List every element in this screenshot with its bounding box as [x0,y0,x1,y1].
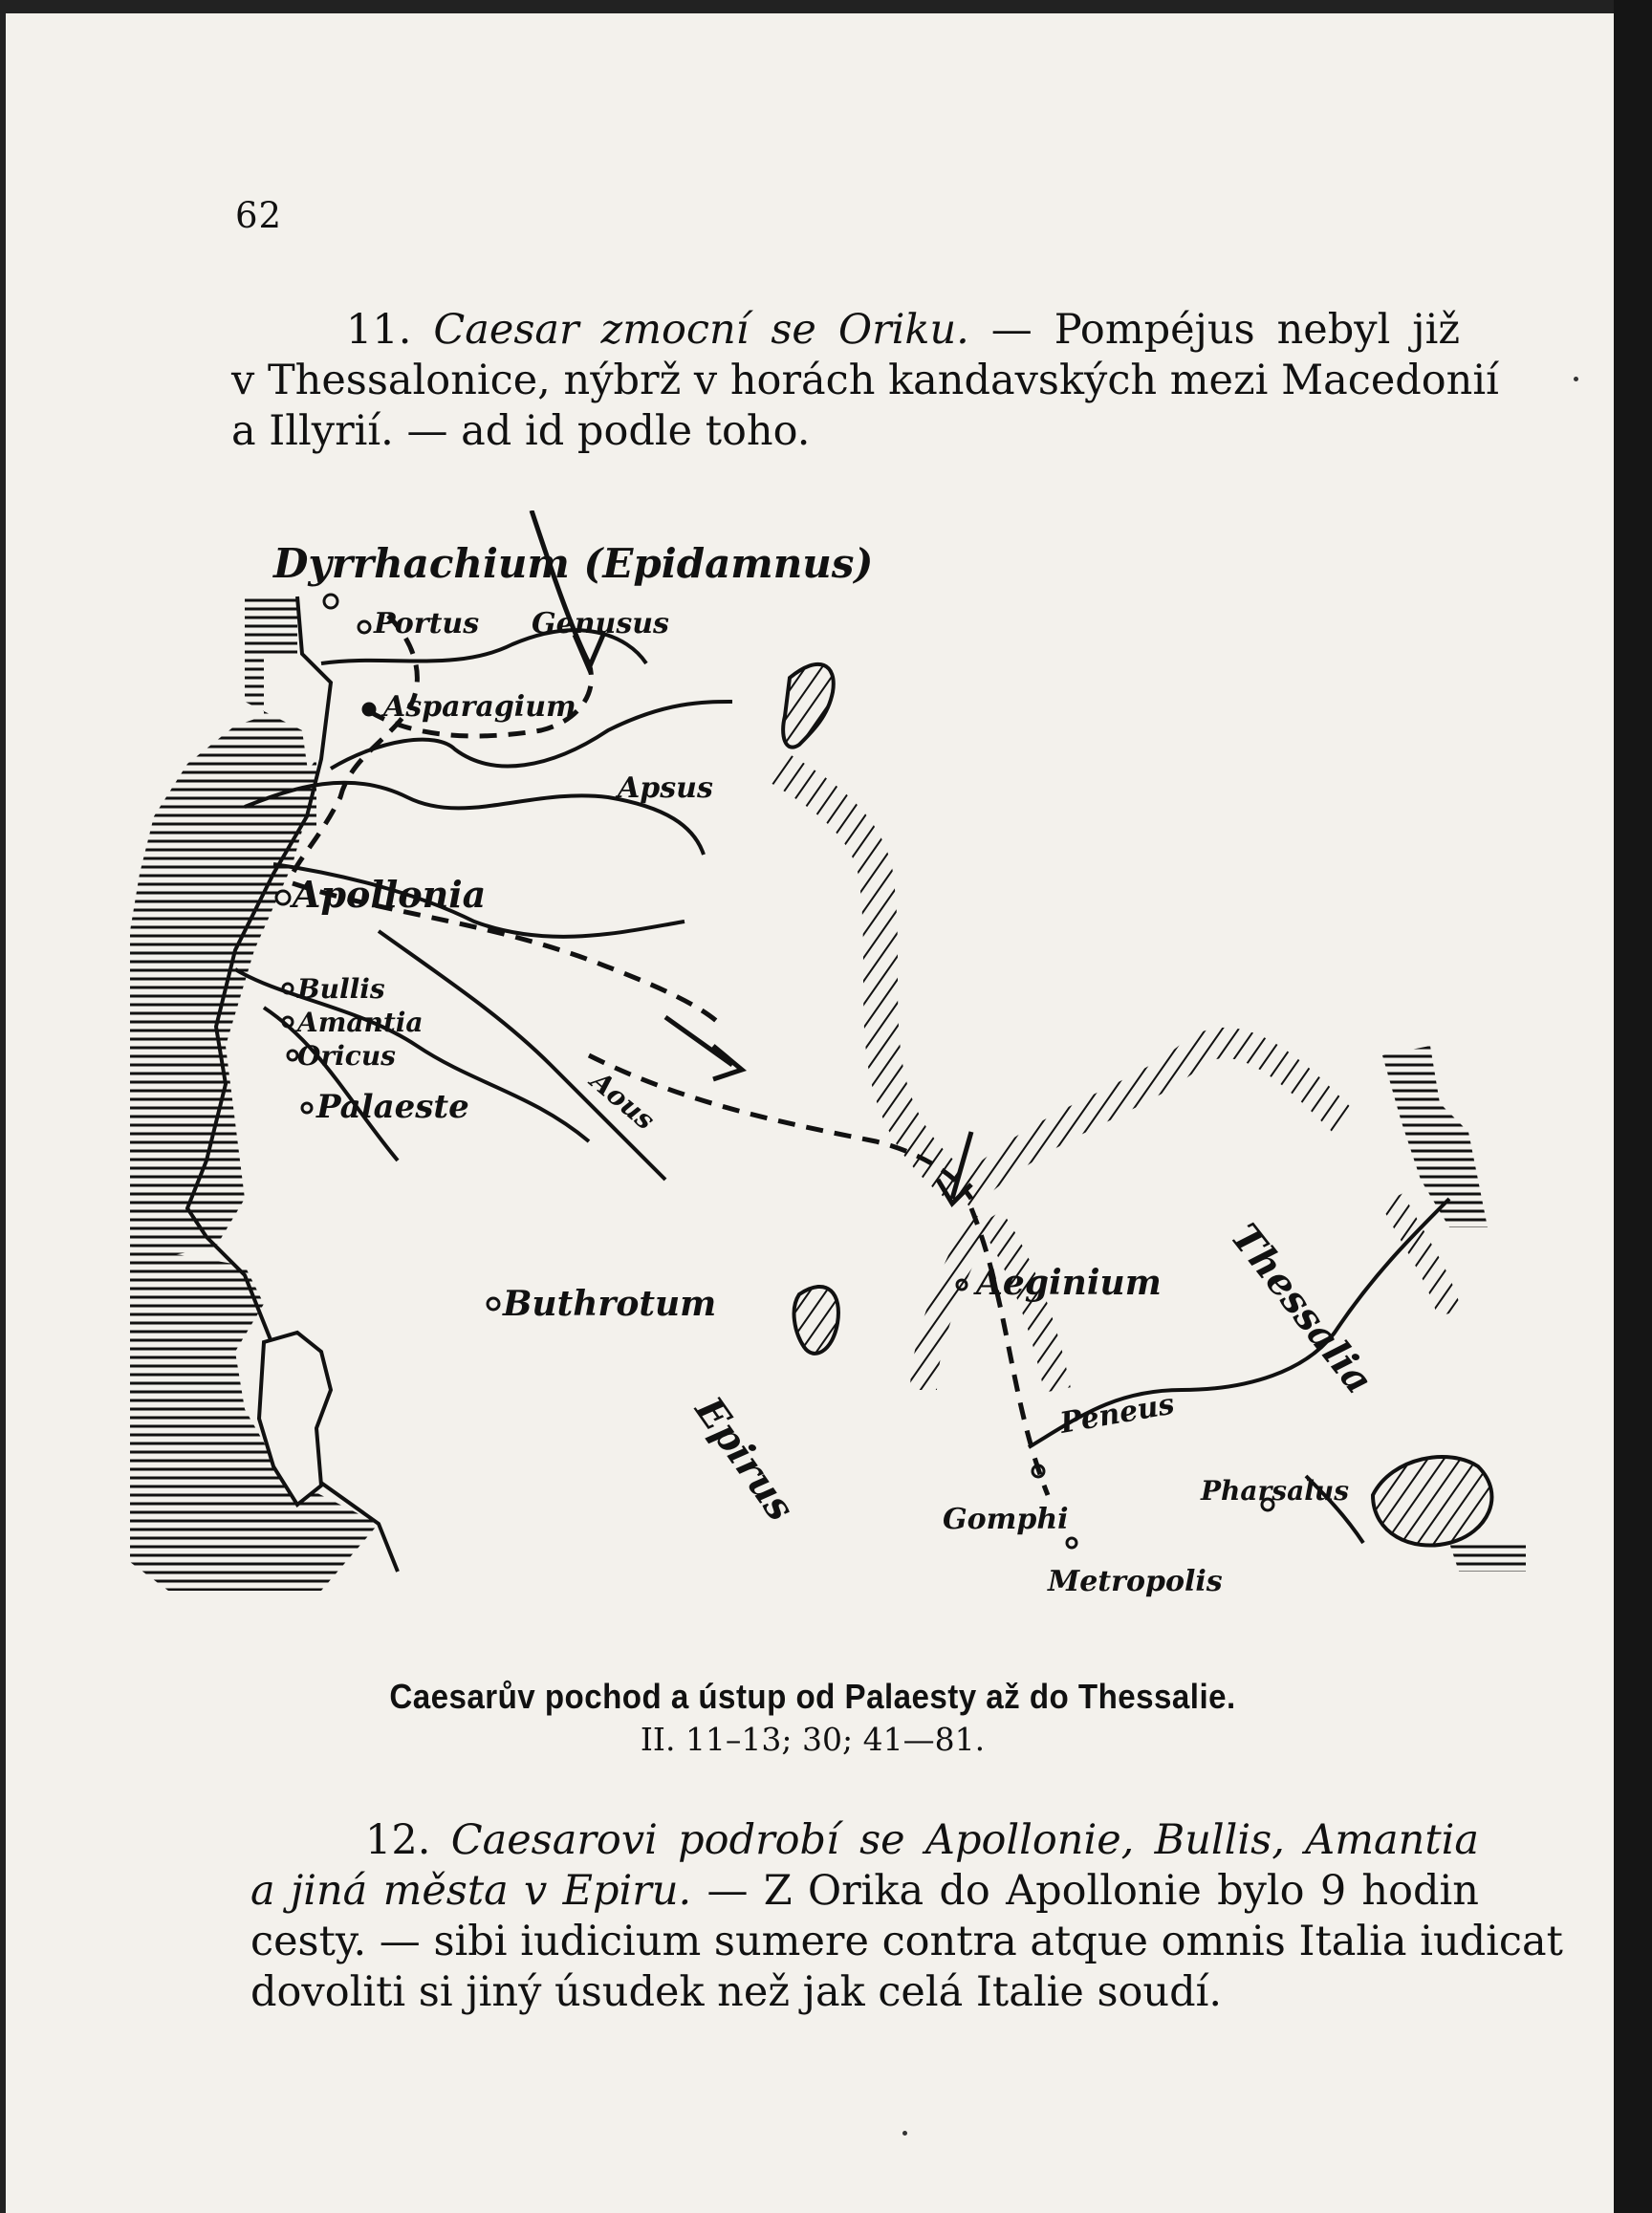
map-label-bullis: Bullis [297,973,385,1005]
map-label-oricus: Oricus [297,1040,396,1072]
section-11-number: 11. [346,306,412,354]
map-label-pharsalus: Pharsalus [1201,1475,1349,1507]
map-label-apollonia: Apollonia [293,873,487,916]
scan-edge-bar [1614,0,1652,2213]
section-11-paragraph [231,305,1499,457]
section-12-title-b: a jiná města v Epiru. [250,1867,692,1915]
section-12-line-2-rest: — Z Orika do Apollonie bylo 9 hodin [706,1867,1479,1915]
map-label-aous: Aous [584,1065,662,1137]
section-11-line-3: a Illyrií. — ad id podle toho. [231,407,811,455]
section-12-line-3: cesty. — sibi iudicium sumere contra atque omnis Italia iudicat [250,1918,1563,1965]
section-11-line-2: v Thessalonice, nýbrž v horách kandavských mezi Macedonií [231,357,1499,404]
map-label-gomphi: Gomphi [943,1503,1069,1536]
map-label-aeginium: Aeginium [976,1263,1162,1303]
map-label-epirus: Epirus [685,1388,804,1530]
map-figure [130,510,1545,1629]
section-12-line-1 [250,1815,1479,1866]
map-label-portus: Portus [374,607,480,640]
speck [902,2131,907,2136]
section-11-line-1 [231,305,1460,356]
map-label-palaeste: Palaeste [316,1088,469,1126]
map-label-thessalia: Thessalia [1222,1215,1382,1402]
page-number: 62 [235,195,283,236]
caption-title: Caesarův pochod a ústup od Palaesty až do Thessalie. [389,1677,1236,1716]
island-southeast [1373,1457,1491,1546]
map-label-genusus: Genusus [532,607,669,640]
section-12-title-a: Caesarovi podrobí se Apollonie, Bullis, Amantia [450,1816,1480,1864]
section-11-title: Caesar zmocní se Oriku. [433,306,969,354]
rivers [235,630,1449,1543]
map-label-apsus: Apsus [618,771,713,805]
map-label-amantia: Amantia [297,1007,424,1038]
figure-caption [6,1677,1614,1758]
island-corfu [794,1287,838,1354]
section-12-line-2 [250,1866,1479,1917]
section-12-paragraph [250,1815,1563,2018]
map-label-dyrrhachium: Dyrrhachium (Epidamnus) [273,540,874,587]
map-label-peneus: Peneus [1057,1387,1178,1441]
map-svg [130,510,1545,1629]
map-label-asparagium: Asparagium [383,690,576,724]
caption-references: II. 11–13; 30; 41—81. [640,1721,986,1758]
section-11-line-1-rest: — Pompéjus nebyl již [990,306,1461,354]
map-label-metropolis: Metropolis [1048,1565,1223,1598]
island-north [783,664,834,748]
section-12-number: 12. [365,1816,431,1864]
speck [1574,377,1578,381]
map-label-buthrotum: Buthrotum [503,1284,717,1324]
section-12-line-4: dovoliti si jiný úsudek než jak celá Italie soudí. [250,1968,1223,2016]
